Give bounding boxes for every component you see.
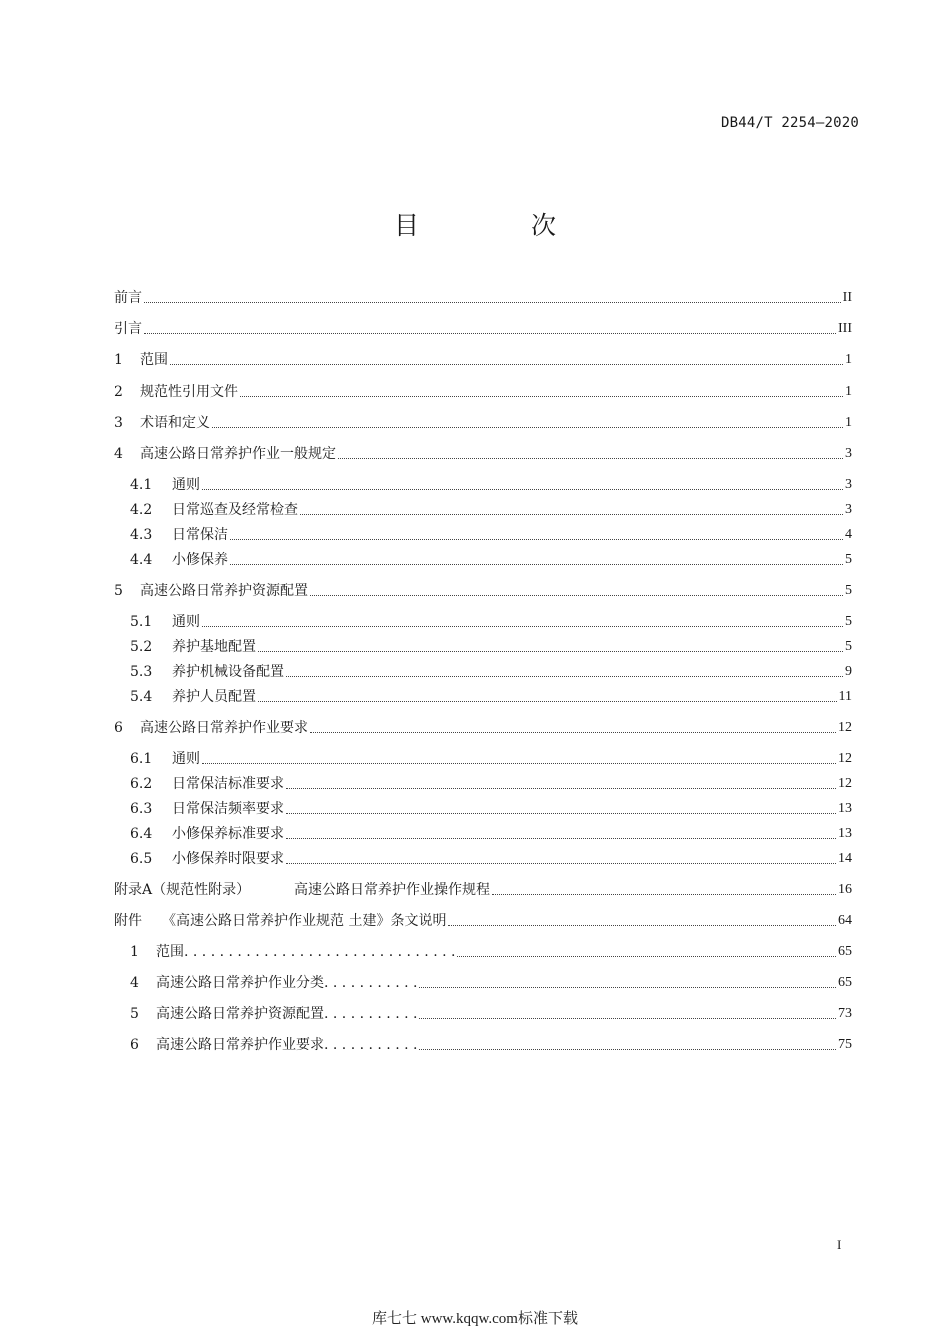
toc-entry-number: 6	[130, 1037, 139, 1053]
toc-entry-number: 5.4	[130, 689, 153, 705]
toc-entry-page: 3	[845, 502, 852, 517]
toc-entry[interactable]	[114, 443, 852, 463]
toc-entry[interactable]	[130, 748, 852, 768]
toc-entry-number: 6.4	[130, 826, 153, 842]
toc-entry-number: 1	[114, 352, 123, 368]
dot-leader	[170, 364, 843, 365]
toc-entry-label: 通则	[172, 751, 200, 767]
toc-entry-page: 3	[845, 477, 852, 492]
toc-entry-page: 65	[838, 975, 852, 990]
toc-entry-label: 高速公路日常养护作业要求	[140, 720, 308, 736]
toc-entry-page: 3	[845, 446, 852, 461]
toc-entry[interactable]	[114, 287, 852, 307]
dot-leader	[286, 676, 843, 677]
dot-leader	[258, 701, 837, 702]
dot-leader	[258, 651, 843, 652]
toc-entry-label: 养护基地配置	[172, 639, 256, 655]
toc-entry-label: 小修保养	[172, 552, 228, 568]
toc-entry-page: 1	[845, 384, 852, 399]
dot-leader	[419, 987, 836, 988]
toc-entry[interactable]	[114, 879, 852, 899]
toc-entry-label: 养护机械设备配置	[172, 664, 284, 680]
dot-leader	[144, 333, 836, 334]
toc-entry-label: 前言	[114, 290, 142, 306]
dot-leader	[310, 595, 843, 596]
dot-leader	[202, 763, 836, 764]
toc-entry-page: 5	[845, 614, 852, 629]
dot-leader	[212, 427, 843, 428]
toc-entry[interactable]	[130, 941, 852, 961]
toc-entry-label: 小修保养时限要求	[172, 851, 284, 867]
toc-entry-number: 6	[114, 720, 123, 736]
toc-entry[interactable]	[114, 349, 852, 369]
toc-entry-page: 5	[845, 552, 852, 567]
dot-leader	[286, 813, 836, 814]
toc-entry-page: 5	[845, 639, 852, 654]
toc-entry-number: 4.1	[130, 477, 153, 493]
toc-entry-page: 14	[838, 851, 852, 866]
toc-entry[interactable]	[130, 823, 852, 843]
dot-leader	[300, 514, 843, 515]
toc-entry-page: 75	[838, 1037, 852, 1052]
toc-entry-page: 13	[838, 801, 852, 816]
toc-entry-label: 范围	[140, 352, 168, 368]
document-code: DB44/T 2254—2020	[720, 115, 859, 131]
toc-entry[interactable]	[130, 773, 852, 793]
toc-entry-number: 5.1	[130, 614, 153, 630]
toc-entry-label: 养护人员配置	[172, 689, 256, 705]
toc-entry-label: 日常保洁	[172, 527, 228, 543]
dot-leader	[230, 564, 843, 565]
dot-leader	[492, 894, 836, 895]
toc-entry-label: 规范性引用文件	[140, 384, 238, 400]
page-number: I	[837, 1237, 842, 1252]
toc-entry-page: 12	[838, 751, 852, 766]
toc-entry-label: 日常保洁频率要求	[172, 801, 284, 817]
dot-leader	[144, 302, 841, 303]
toc-entry-label: 通则	[172, 477, 200, 493]
toc-entry[interactable]	[114, 412, 852, 432]
toc-entry[interactable]	[130, 1034, 852, 1054]
toc-entry-number: 6.5	[130, 851, 153, 867]
toc-entry-label: 高速公路日常养护资源配置	[140, 583, 308, 599]
dot-leader	[286, 838, 836, 839]
toc-entry-page: 13	[838, 826, 852, 841]
toc-entry[interactable]	[130, 474, 852, 494]
toc-entry-label: 引言	[114, 321, 142, 337]
toc-entry-label: 小修保养标准要求	[172, 826, 284, 842]
toc-entry-label: 高速公路日常养护作业一般规定	[140, 446, 336, 462]
toc-entry-number: 4	[114, 446, 123, 462]
toc-entry[interactable]	[130, 972, 852, 992]
toc-entry-page: 9	[845, 664, 852, 679]
toc-entry-label: 高速公路日常养护资源配置. . . . . . . . . . .	[156, 1006, 418, 1022]
toc-entry[interactable]	[130, 524, 852, 544]
toc-entry[interactable]	[130, 686, 852, 706]
toc-entry-label: 《高速公路日常养护作业规范 土建》条文说明	[162, 913, 447, 929]
toc-entry-page: II	[842, 290, 852, 305]
toc-entry[interactable]	[130, 636, 852, 656]
toc-entry-number: 5	[114, 583, 123, 599]
dot-leader	[310, 732, 836, 733]
toc-entry[interactable]	[130, 798, 852, 818]
toc-entry-page: III	[838, 321, 852, 336]
toc-entry-page: 11	[838, 689, 852, 704]
dot-leader	[419, 1049, 836, 1050]
toc-entry-number: 附录A（规范性附录）	[114, 882, 251, 898]
toc-entry-label: 日常巡查及经常检查	[172, 502, 298, 518]
dot-leader	[448, 925, 836, 926]
toc-entry[interactable]	[114, 318, 852, 338]
toc-entry-number: 6.2	[130, 776, 153, 792]
dot-leader	[419, 1018, 836, 1019]
toc-entry[interactable]	[114, 910, 852, 930]
toc-entry-number: 5.3	[130, 664, 153, 680]
toc-entry-label: 范围. . . . . . . . . . . . . . . . . . . . . . . . . . . . . . .	[156, 944, 456, 960]
toc-entry-label: 术语和定义	[140, 415, 210, 431]
dot-leader	[286, 788, 836, 789]
toc-entry-label: 高速公路日常养护作业分类. . . . . . . . . . .	[156, 975, 418, 991]
toc-entry-label: 日常保洁标准要求	[172, 776, 284, 792]
dot-leader	[286, 863, 836, 864]
toc-entry-number: 4	[130, 975, 139, 991]
toc-entry-number: 2	[114, 384, 123, 400]
toc-entry-label: 通则	[172, 614, 200, 630]
toc-entry-number: 6.1	[130, 751, 153, 767]
toc-entry-number: 4.2	[130, 502, 153, 518]
toc-entry[interactable]	[130, 499, 852, 519]
dot-leader	[240, 396, 843, 397]
toc-entry-page: 12	[838, 720, 852, 735]
toc-entry-number: 6.3	[130, 801, 153, 817]
toc-entry-number: 4.4	[130, 552, 153, 568]
toc-entry[interactable]	[130, 549, 852, 569]
toc-entry-page: 5	[845, 583, 852, 598]
dot-leader	[338, 458, 843, 459]
toc-entry-number: 3	[114, 415, 123, 431]
toc-entry-number: 4.3	[130, 527, 153, 543]
footer-watermark: 库七七 www.kqqw.com标准下载	[372, 1311, 578, 1327]
toc-entry-label: 高速公路日常养护作业操作规程	[294, 882, 490, 898]
toc-entry-page: 64	[838, 913, 852, 928]
toc-entry[interactable]	[130, 1003, 852, 1023]
toc-entry-number: 附件	[114, 913, 142, 929]
toc-entry-page: 4	[845, 527, 852, 542]
toc-entry-page: 16	[838, 882, 852, 897]
toc-entry-page: 1	[845, 415, 852, 430]
page-title: 目 次	[394, 211, 608, 240]
toc-entry[interactable]	[130, 661, 852, 681]
dot-leader	[202, 626, 843, 627]
toc-entry[interactable]	[130, 611, 852, 631]
toc-entry-page: 12	[838, 776, 852, 791]
toc-entry[interactable]	[114, 717, 852, 737]
toc-entry[interactable]	[114, 381, 852, 401]
toc-entry-number: 5	[130, 1006, 139, 1022]
toc-entry-page: 1	[845, 352, 852, 367]
toc-entry-label: 高速公路日常养护作业要求. . . . . . . . . . .	[156, 1037, 418, 1053]
dot-leader	[202, 489, 843, 490]
dot-leader	[230, 539, 843, 540]
toc-entry-number: 5.2	[130, 639, 153, 655]
toc-entry-page: 65	[838, 944, 852, 959]
toc-entry-page: 73	[838, 1006, 852, 1021]
toc-entry-number: 1	[130, 944, 139, 960]
dot-leader	[457, 956, 836, 957]
toc-entry[interactable]	[114, 580, 852, 600]
toc-entry[interactable]	[130, 848, 852, 868]
